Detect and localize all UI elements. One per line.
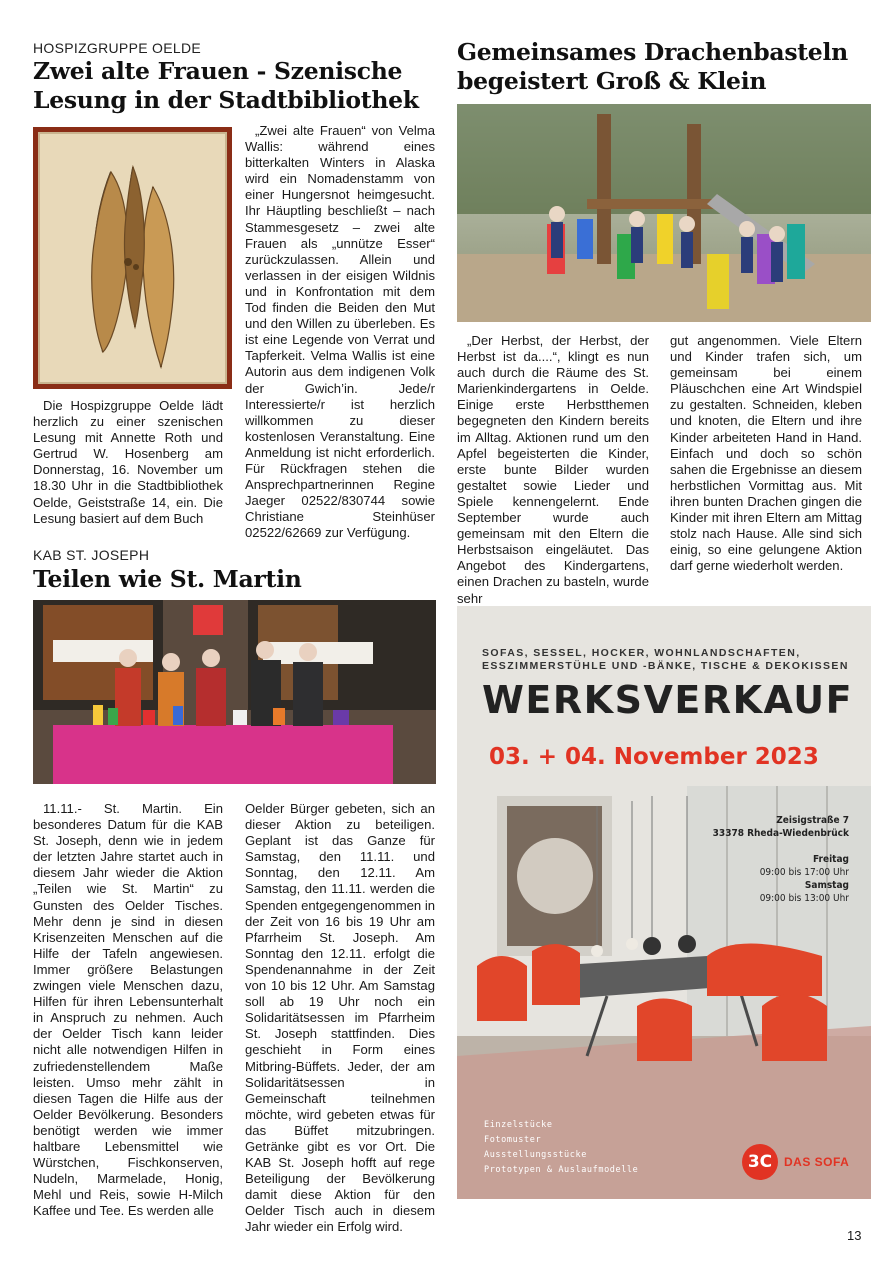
article3-headline: Teilen wie St. Martin — [33, 565, 302, 593]
ad-subline — [482, 647, 849, 673]
ad-subline-2: ESSZIMMERSTÜHLE UND -BÄNKE, TISCHE & DEKOKISSEN — [482, 660, 849, 672]
article2-headline — [457, 38, 877, 96]
article2-col-right — [670, 333, 862, 574]
article3-col-left — [33, 801, 223, 1219]
ad-tag: Prototypen & Auslaufmodelle — [484, 1165, 639, 1175]
ad-date: 03. + 04. November 2023 — [489, 744, 819, 770]
ad-hours2: 09:00 bis 13:00 Uhr — [759, 893, 849, 904]
article2-text-right: gut angenommen. Viele Eltern und Kinder trafen sich, um gemeinsam bei einem Pläuschchen eine Art Windspiel zu gestalten. Schneiden, kleben und knoten, die Eltern und ihre Kinder arbeiteten Hand in Hand. Einfach und doch so schön sahen die Ergebnisse an diesem herbstlichen Vormittag aus. Mit ihren bunten Drachen gingen die Kinder mit ihren Eltern am Mittag stolz nach Hause. Alle sind sich einig, so eine gelungene Aktion darf gerne wiederholt werden. — [670, 333, 862, 574]
ad-day1: Freitag — [813, 854, 849, 865]
article3-col-right — [245, 801, 435, 1236]
article1-text-left: Die Hospizgruppe Oelde lädt herzlich zu einer szenischen Lesung mit Annette Roth und Gertrud W. Hosenberg am Donnerstag, 16. November um 18.30 Uhr in die Stadtbibliothek Oelde, Geiststraße 14, ein. Die Lesung basiert auf dem Buch — [33, 398, 223, 526]
ad-tag: Ausstellungsstücke — [484, 1150, 587, 1160]
article3-text-right: Oelder Bürger gebeten, sich an dieser Aktion zu beteiligen. Geplant ist das Ganze für Samstag, den 11.11. und Sonntag, den 12.11. Am Samstag, den 11.11. werden die Spenden entgegengenommen in der Zeit von 16 bis 19 Uhr am Pfarrheim St. Joseph. Am Sonntag den 12.11. erfolgt die Spendenannahme in der Zeit von 10 bis 12 Uhr. Am Samstag soll ab 19 Uhr noch ein Solidaritätsessen im Pfarrheim St. Joseph stattfinden. Dies geschieht in Form eines Mitbring-Büffets. Jeder, der am Solidaritätsessen in Gemeinschaft teilnehmen möchte, wird gebeten etwas für das Büffet mitzubringen. Getränke gibt es vor Ort. Die KAB St. Joseph hofft auf rege Beteiligung der Bevölkerung damit diese Aktion für den Oelder Tisch auch in diesem Jahr wieder ein Erfolg wird. — [245, 801, 436, 1235]
werksverkauf-ad[interactable] — [457, 606, 871, 1199]
article3-text-left: 11.11.- St. Martin. Ein besonderes Datum für die KAB St. Joseph, denn wie in jedem der letzten Jahre startet auch in diesem Jahr wieder die Aktion „Teilen wie St. Martin“ zu Gunsten des Oelder Tisches. Mehr denn je sind in diesen Krisenzeiten Menschen auf die Hilfe der Tafeln angewiesen. Immer größere Belastungen zwingen viele Menschen dazu, Hilfen für ihren Lebensunterhalt in Anspruch zu nehmen. Auch der Oelder Tisch kann leider nicht alle notwendigen Hilfen in zufriedenstellendem Maße leisten. Umso mehr zählt in diesen Tagen die Hilfe aus der Oelder Bevölkerung. Besonders benötigt werden wie immer haltbare Lebensmittel wie Würstchen, Fischkonserven, Nudeln, Marmelade, Honig, Mehl und Reis, sowie H-Milch Kaffee und Tee. Es werden alle — [33, 801, 223, 1219]
article1-col-left — [33, 398, 223, 527]
article3-kicker: KAB ST. JOSEPH — [33, 547, 150, 563]
article1-headline-line1: Zwei alte Frauen - Szenische — [33, 57, 403, 85]
ad-brand[interactable] — [742, 1144, 849, 1180]
article1-col-right — [245, 123, 435, 541]
ad-subline-1: SOFAS, SESSEL, HOCKER, WOHNLANDSCHAFTEN, — [482, 647, 801, 659]
ad-tag: Einzelstücke — [484, 1120, 553, 1130]
article2-headline-line2: begeistert Groß & Klein — [457, 67, 767, 95]
playground-photo — [457, 104, 871, 322]
feather-photo — [33, 127, 232, 389]
article1-headline — [33, 57, 443, 115]
kab-group-photo — [33, 600, 436, 784]
ad-tag: Fotomuster — [484, 1135, 542, 1145]
article2-col-left — [457, 333, 649, 607]
playground-scene — [457, 104, 871, 322]
kab-group-scene — [33, 600, 436, 784]
article1-headline-line2: Lesung in der Stadtbibliothek — [33, 86, 419, 114]
ad-city: 33378 Rheda-Wiedenbrück — [712, 828, 849, 839]
3c-logo-icon: 3C — [742, 1144, 778, 1180]
feather-illustration — [33, 127, 232, 389]
ad-tags — [484, 1118, 638, 1178]
ad-day2: Samstag — [804, 880, 849, 891]
ad-brand-name: DAS SOFA — [784, 1155, 850, 1169]
ad-hours1: 09:00 bis 17:00 Uhr — [759, 867, 849, 878]
article1-text-right: „Zwei alte Frauen“ von Velma Wallis: während eines bitterkalten Winters in Alaska wird ein Nomadenstamm von einer Hungersnot heimgesucht. Ihr Häuptling beschließt – nach Stammesgesetz – zwei alte Frauen als „unnütze Esser“ zurückzulassen. Allein und verlassen in der eisigen Wildnis und in Konfrontation mit dem Tod finden die Beiden den Mut und den Willen zu überleben. Es ist eine Legende von Verrat und Tapferkeit. Velma Wallis ist eine Autorin aus dem indigenen Volk der Gwich’in. Jede/r Interessierte/r ist herzlich willkommen zu dieser kostenlosen Veranstaltung. Eine Anmeldung ist nicht erforderlich. Für Rückfragen stehen die Ansprechpartnerinnen Regine Jaeger 02522/830744 sowie Christiane Steinhüser 02522/62669 zur Verfügung. — [245, 123, 435, 541]
ad-street: Zeisigstraße 7 — [776, 815, 849, 826]
article2-headline-line1: Gemeinsames Drachenbasteln — [457, 38, 848, 66]
article1-kicker: HOSPIZGRUPPE OELDE — [33, 40, 201, 56]
article2-text-left: „Der Herbst, der Herbst, der Herbst ist da....“, klingt es nun auch durch die Räume des St. Marienkindergartens in Oelde. Einige erste Herbstthemen begegneten den Kindern bereits im Alltag. Aktionen rund um den Apfel begeisterten die Kinder, erste bunte Bilder wurden gestaltet sowie Lieder und Spiele kennengelernt. Ende September wurde auch gemeinsam mit den Eltern die Herbstsaison eingeläutet. Das Angebot des Kindergartens, einen Drachen zu basteln, wurde sehr — [457, 333, 649, 606]
ad-title: WERKSVERKAUF — [482, 678, 854, 722]
page-number: 13 — [847, 1228, 862, 1243]
ad-address — [713, 814, 849, 905]
